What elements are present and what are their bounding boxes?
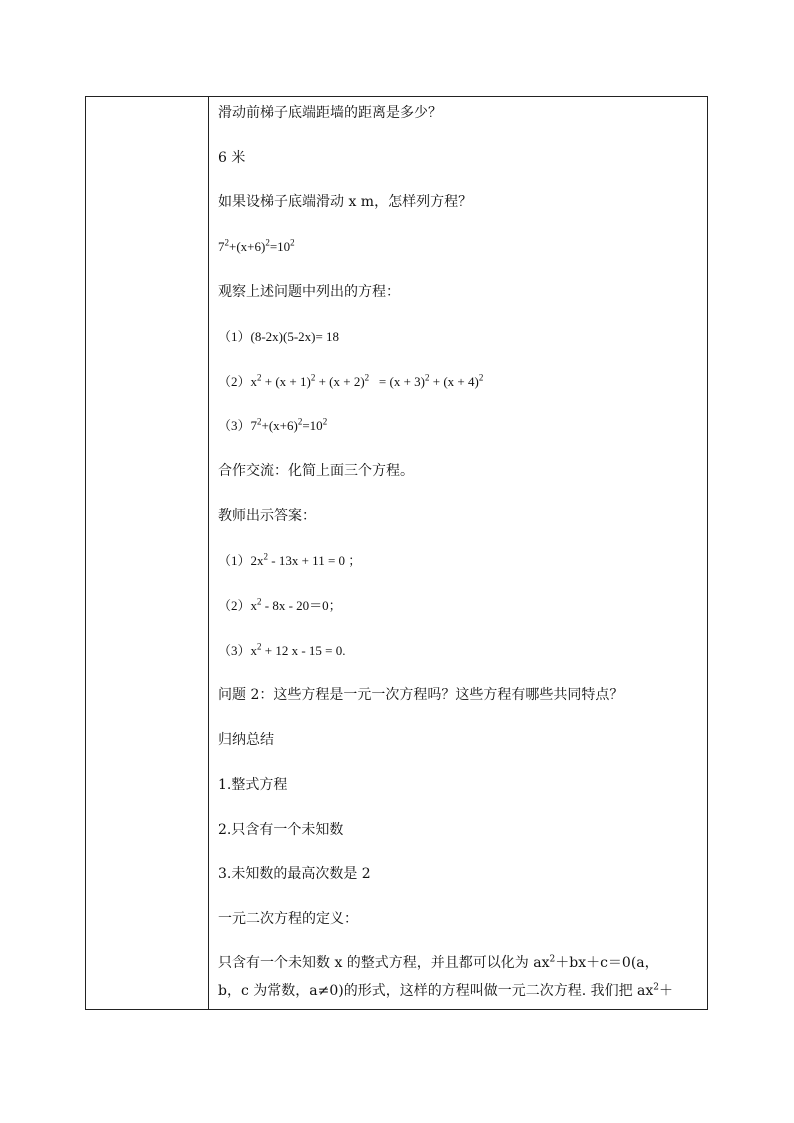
point-3: 3.未知数的最高次数是 2: [218, 866, 371, 882]
teacher-answer-label: 教师出示答案：: [218, 508, 316, 524]
left-column-cell: [86, 97, 209, 1009]
point-1: 1.整式方程: [218, 777, 288, 793]
right-column-cell: [209, 97, 707, 1009]
lesson-table: [85, 96, 708, 1010]
definition-paragraph: [218, 949, 794, 1005]
definition-line-1: 只含有一个未知数 x 的整式方程，并且都可以化为 $ax^2+bx+c=0(a$，: [218, 954, 659, 971]
cooperation-label: 合作交流：化简上面三个方程。: [218, 463, 414, 479]
question-2: 问题 2：这些方程是一元一次方程吗？这些方程有哪些共同特点？: [218, 687, 624, 703]
answer-3: $(3)x^2 + 12$ x - 15 = 0.: [218, 641, 346, 658]
answer-six-meters: 6 米: [218, 150, 246, 166]
answer-1: $(1)2x^2 - 13x + 11 = 0$ ；: [218, 551, 362, 568]
point-2: 2.只含有一个未知数: [218, 822, 344, 838]
answer-2: $(2)x^2 - 8x - 20=0$；: [218, 596, 342, 613]
observe-label: 观察上述问题中列出的方程：: [218, 284, 400, 300]
question-equation: 如果设梯子底端滑动 x m，怎样列方程？: [218, 194, 473, 210]
equation-3: $(3)7^2+(x+6)^2=10^2$: [218, 416, 328, 433]
main-equation: $7^2+(x+6)^2=10^2$: [218, 237, 295, 254]
equation-1: （1）(8-2x)(5-2x)= 18: [218, 329, 340, 344]
summary-title: 归纳总结: [218, 732, 274, 748]
question-distance: 滑动前梯子底端距墙的距离是多少？: [218, 105, 442, 121]
definition-title: 一元二次方程的定义：: [218, 911, 358, 927]
equation-2: $(2)x^2 + (x + 1)^2 + (x + 2)^2$ = $(x + 3)^2 + (x + 4)^2$: [218, 372, 484, 389]
definition-line-2: b，c 为常数，a≠0)的形式，这样的方程叫做一元二次方程. 我们把 $ax^2+$: [218, 982, 674, 999]
